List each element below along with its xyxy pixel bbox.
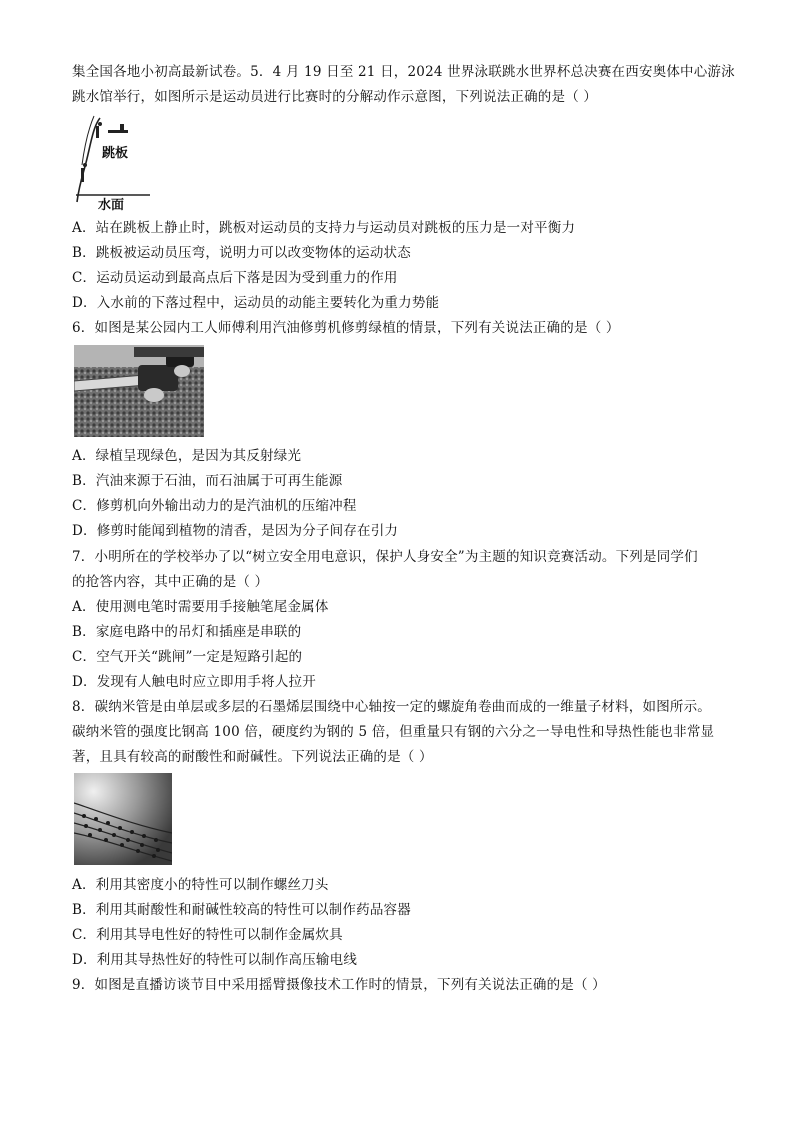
- label-springboard: 跳板: [102, 146, 129, 161]
- q8-option-c: C．利用其导电性好的特性可以制作金属炊具: [72, 927, 343, 943]
- diving-figure: [70, 110, 150, 213]
- q8-stem-line-2: 碳纳米管的强度比钢高 100 倍，硬度约为钢的 5 倍，但重量只有钢的六分之一导电性和导热性能也非常显: [72, 724, 715, 740]
- q7-option-d: D．发现有人触电时应立即用手将人拉开: [72, 674, 316, 690]
- label-water-surface: 水面: [98, 198, 125, 213]
- hedge-trimmer-image: [74, 345, 204, 437]
- q8-option-a: A．利用其密度小的特性可以制作螺丝刀头: [72, 877, 329, 893]
- q8-stem-line-3: 著，且具有较高的耐酸性和耐碱性。下列说法正确的是（ ）: [72, 749, 433, 765]
- carbon-nanotube-image: [74, 773, 172, 865]
- q5-stem-line-2: 跳水馆举行，如图所示是运动员进行比赛时的分解动作示意图，下列说法正确的是（ ）: [72, 89, 598, 105]
- q7-option-a: A．使用测电笔时需要用手接触笔尾金属体: [72, 599, 329, 615]
- q7-stem-line-1: 7．小明所在的学校举办了以“树立安全用电意识，保护人身安全”为主题的知识竞赛活动。下列是同学们: [72, 549, 698, 565]
- q5-option-c: C．运动员运动到最高点后下落是因为受到重力的作用: [72, 270, 398, 286]
- q9-stem-line-1: 9．如图是直播访谈节目中采用摇臂摄像技术工作时的情景，下列有关说法正确的是（ ）: [72, 977, 606, 993]
- q8-stem-line-1: 8．碳纳米管是由单层或多层的石墨烯层围绕中心轴按一定的螺旋角卷曲而成的一维量子材料，如图所示。: [72, 699, 711, 715]
- q7-stem-line-2: 的抢答内容，其中正确的是（ ）: [72, 574, 269, 590]
- q5-option-d: D．入水前的下落过程中，运动员的动能主要转化为重力势能: [72, 295, 440, 311]
- q6-option-a: A．绿植呈现绿色，是因为其反射绿光: [72, 448, 302, 464]
- hedge-trimmer-photo: [74, 345, 204, 437]
- q8-option-d: D．利用其导热性好的特性可以制作高压输电线: [72, 952, 358, 968]
- q6-option-b: B．汽油来源于石油，而石油属于可再生能源: [72, 473, 343, 489]
- q7-option-b: B．家庭电路中的吊灯和插座是串联的: [72, 624, 302, 640]
- q8-option-b: B．利用其耐酸性和耐碱性较高的特性可以制作药品容器: [72, 902, 411, 918]
- q7-option-c: C．空气开关“跳闸”一定是短路引起的: [72, 649, 303, 665]
- q6-option-d: D．修剪时能闻到植物的清香，是因为分子间存在引力: [72, 523, 399, 539]
- carbon-nanotube-photo: [74, 773, 172, 865]
- q5-stem-line-1: 集全国各地小初高最新试卷。5．4 月 19 日至 21 日，2024 世界泳联跳水世界杯总决赛在西安奥体中心游泳: [72, 64, 735, 80]
- q5-option-a: A．站在跳板上静止时，跳板对运动员的支持力与运动员对跳板的压力是一对平衡力: [72, 220, 576, 236]
- q6-stem-line-1: 6．如图是某公园内工人师傅利用汽油修剪机修剪绿植的情景，下列有关说法正确的是（ ）: [72, 320, 620, 336]
- q6-option-c: C．修剪机向外输出动力的是汽油机的压缩冲程: [72, 498, 357, 514]
- q5-option-b: B．跳板被运动员压弯，说明力可以改变物体的运动状态: [72, 245, 411, 261]
